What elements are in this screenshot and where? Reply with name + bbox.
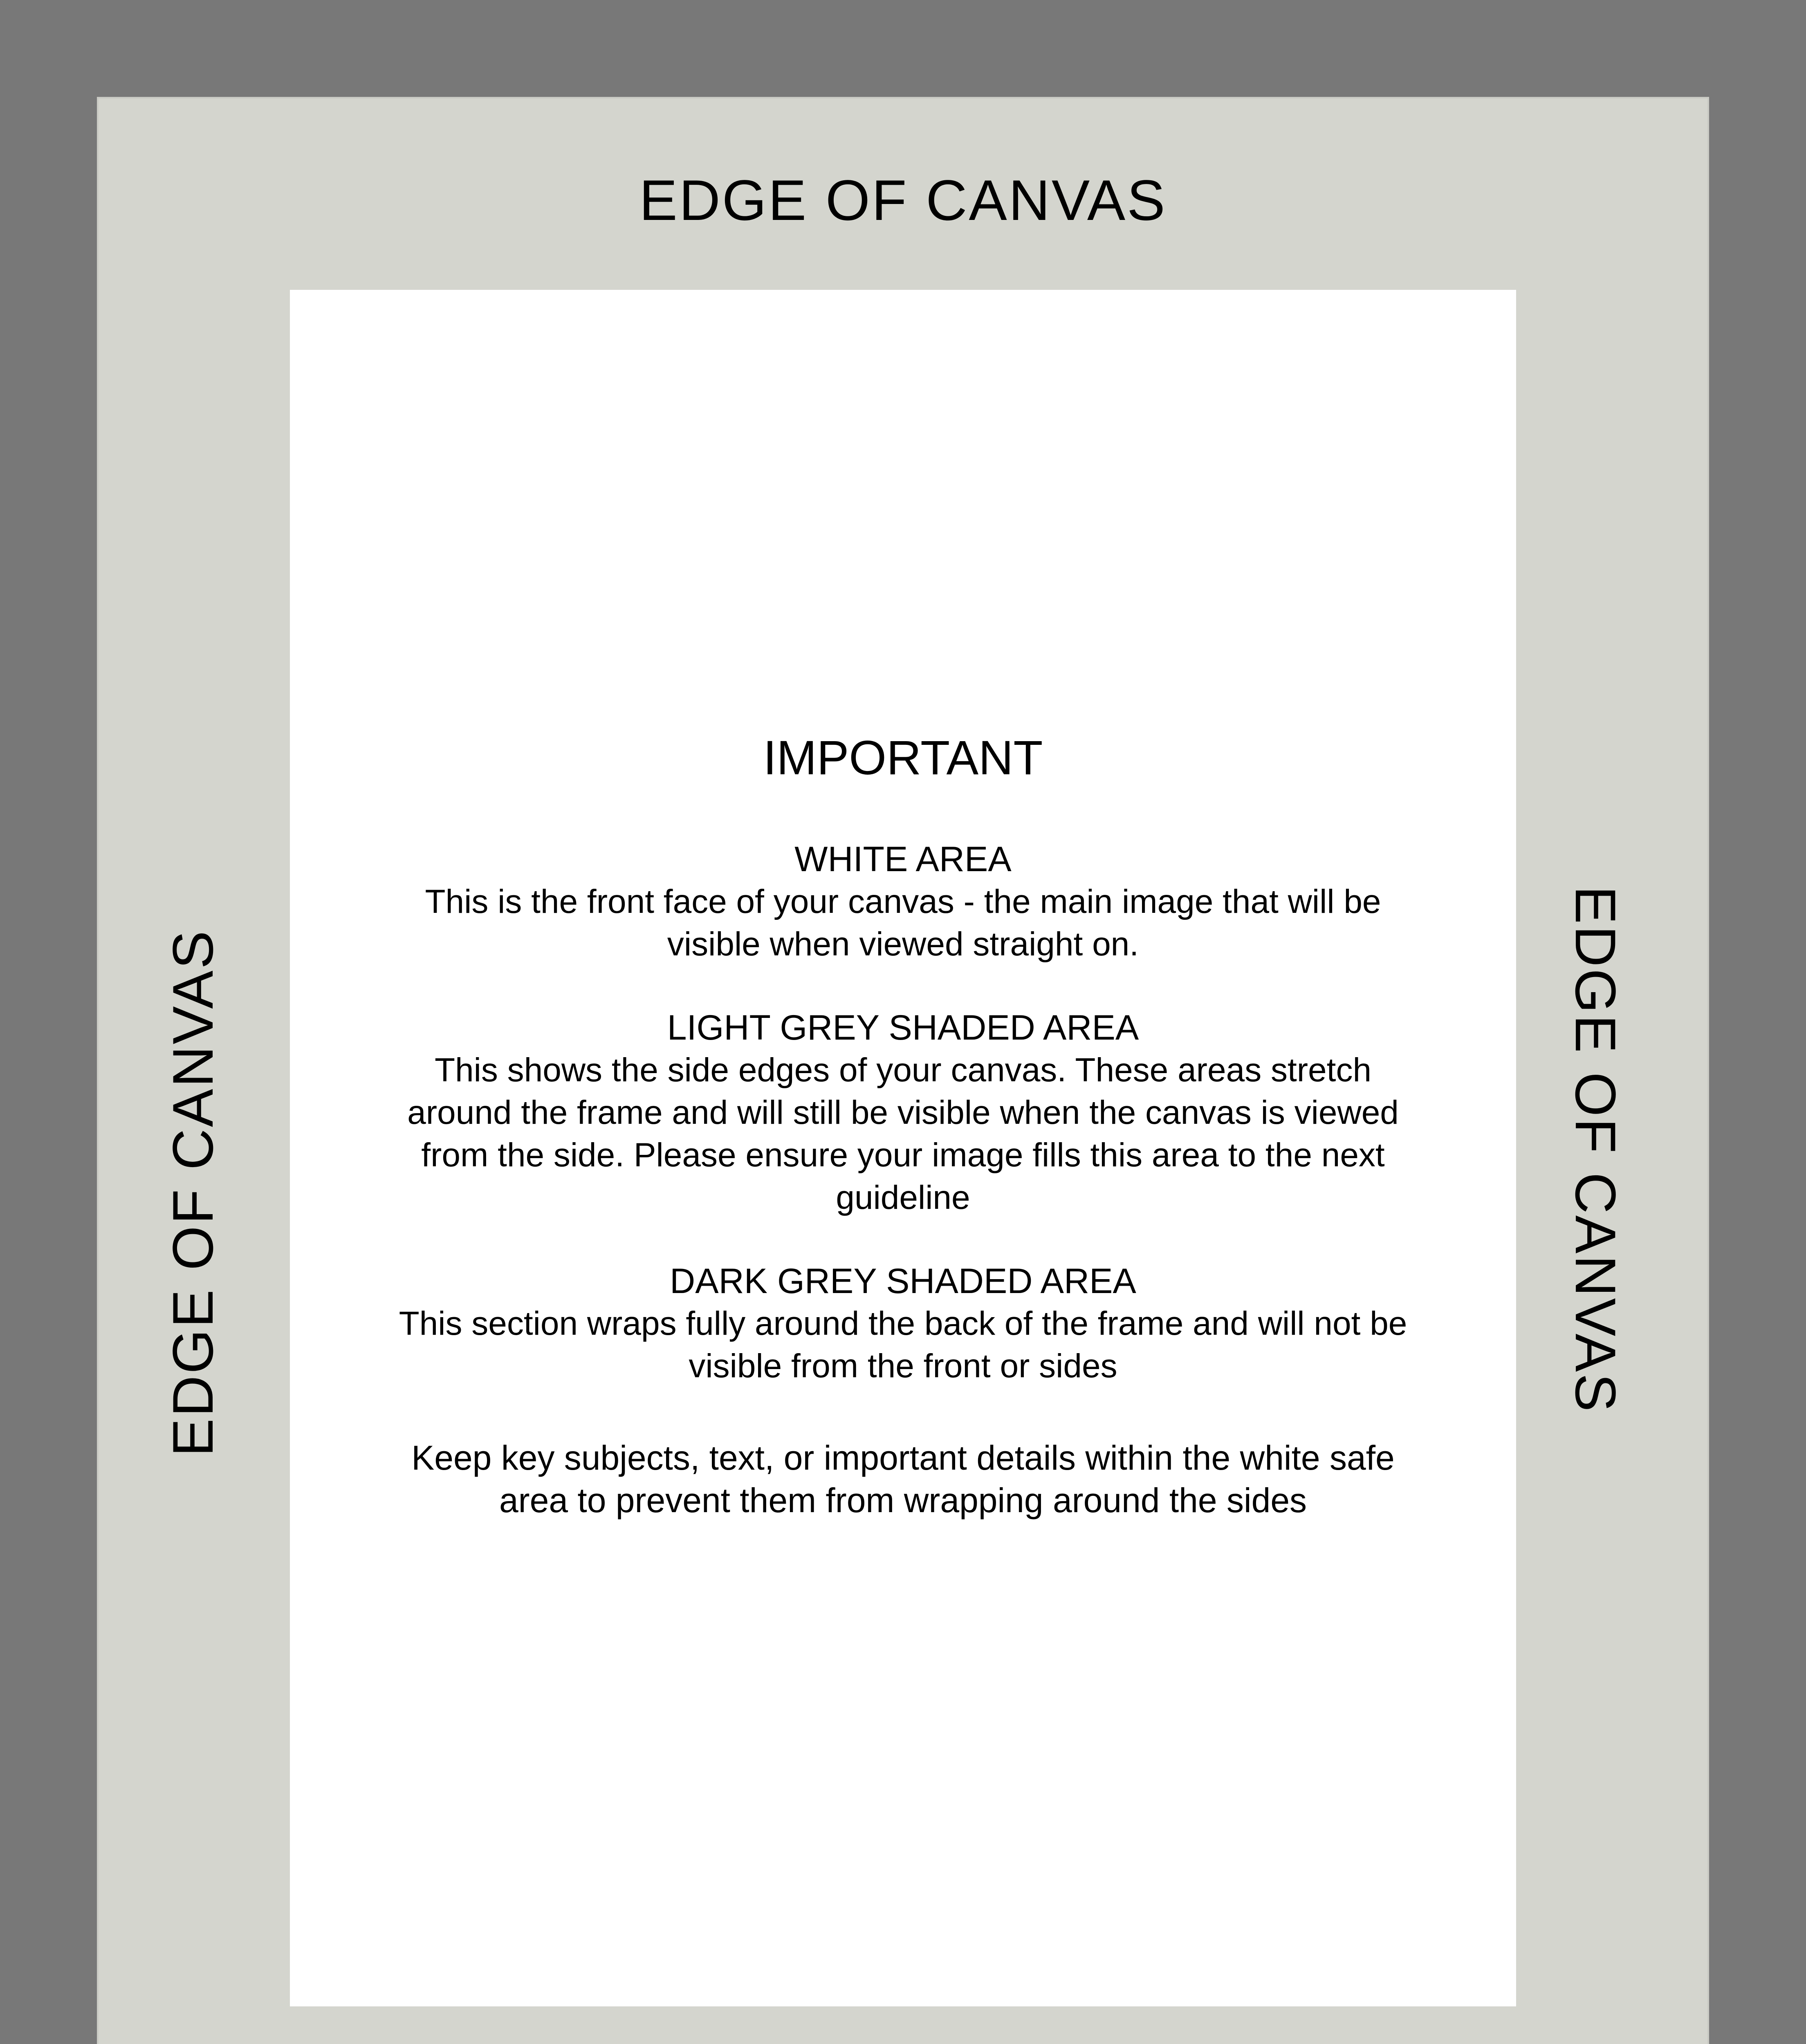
section-body: This section wraps fully around the back of the frame and will not be visible from the front or sides	[399, 1304, 1407, 1385]
section-heading: LIGHT GREY SHADED AREA	[667, 1008, 1139, 1047]
edge-label-top: EDGE OF CANVAS	[639, 168, 1167, 232]
section-light-grey-area	[392, 1006, 1414, 1219]
info-title: IMPORTANT	[763, 731, 1043, 785]
section-heading: WHITE AREA	[794, 839, 1012, 879]
section-white-area	[392, 838, 1414, 966]
section-body: This is the front face of your canvas - the main image that will be visible when viewed straight on.	[425, 883, 1381, 963]
section-body: This shows the side edges of your canvas. These areas stretch around the frame and will still be visible when the canvas is viewed from the side. Please ensure your image fills this area to the next guideline	[407, 1051, 1399, 1216]
section-heading: DARK GREY SHADED AREA	[670, 1261, 1136, 1301]
info-panel	[290, 732, 1516, 1522]
section-dark-grey-area	[392, 1260, 1414, 1387]
edge-label-left: EDGE OF CANVAS	[161, 929, 225, 1457]
edge-label-right: EDGE OF CANVAS	[1564, 885, 1628, 1414]
safe-area-note: Keep key subjects, text, or important details within the white safe area to prevent them from wrapping around the sides	[411, 1438, 1395, 1520]
